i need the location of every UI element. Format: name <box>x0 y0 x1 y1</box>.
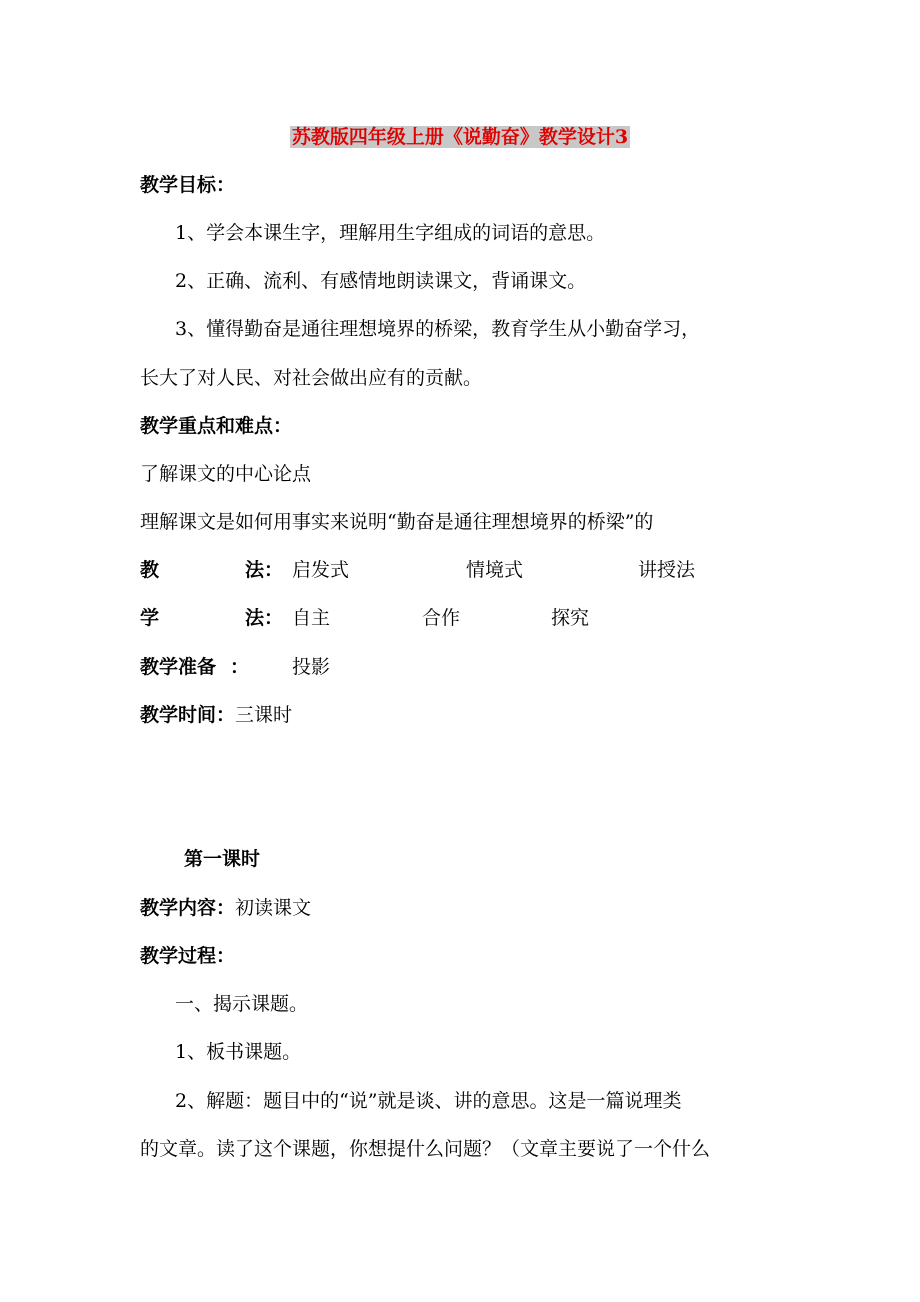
lesson1-step-3: 2、解题：题目中的“说”就是谈、讲的意思。这是一篇说理类 <box>175 1090 682 1112</box>
lesson1-step-1: 一、揭示课题。 <box>175 993 309 1015</box>
teaching-method-label-a: 教 <box>140 559 160 581</box>
teaching-method-row <box>140 557 840 583</box>
time-label: 教学时间： <box>140 704 236 726</box>
teaching-method-3: 讲授法 <box>638 559 696 581</box>
time-row <box>140 702 292 728</box>
lesson1-heading: 第一课时 <box>184 848 261 870</box>
lesson1-content-row <box>140 895 311 921</box>
teaching-method-1: 启发式 <box>292 559 350 581</box>
learning-method-2: 合作 <box>422 607 461 629</box>
time-value: 三课时 <box>235 704 293 726</box>
key-point-1: 了解课文的中心论点 <box>140 463 312 485</box>
preparation-row <box>140 654 840 680</box>
document-title <box>0 124 920 150</box>
lesson1-content-value: 初读课文 <box>235 897 312 919</box>
key-point-2: 理解课文是如何用事实来说明“勤奋是通往理想境界的桥梁”的 <box>140 511 654 533</box>
preparation-label: 教学准备 <box>140 656 217 678</box>
objective-item-1: 1、学会本课生字，理解用生字组成的词语的意思。 <box>175 222 606 244</box>
learning-method-label-a: 学 <box>140 607 160 629</box>
teaching-method-label-b: 法： <box>245 559 284 581</box>
lesson1-process-heading: 教学过程： <box>140 945 236 967</box>
objectives-heading: 教学目标： <box>140 174 236 196</box>
learning-method-label-b: 法： <box>245 607 284 629</box>
lesson1-step-2: 1、板书课题。 <box>175 1041 302 1063</box>
objective-item-3: 3、懂得勤奋是通往理想境界的桥梁，教育学生从小勤奋学习， <box>175 318 701 340</box>
objective-item-3-cont: 长大了对人民、对社会做出应有的贡献。 <box>140 367 483 389</box>
learning-method-row <box>140 605 840 631</box>
key-points-heading: 教学重点和难点： <box>140 415 293 437</box>
lesson1-content-label: 教学内容： <box>140 897 236 919</box>
title-text: 苏教版四年级上册《说勤奋》教学设计3 <box>291 126 629 148</box>
objective-item-2: 2、正确、流利、有感情地朗读课文，背诵课文。 <box>175 270 587 292</box>
preparation-value: 投影 <box>292 656 331 678</box>
preparation-colon: ： <box>230 656 250 678</box>
lesson1-step-3-cont: 的文章。读了这个课题，你想提什么问题？（文章主要说了一个什么 <box>140 1138 711 1160</box>
teaching-method-2: 情境式 <box>466 559 524 581</box>
learning-method-3: 探究 <box>551 607 590 629</box>
learning-method-1: 自主 <box>292 607 331 629</box>
